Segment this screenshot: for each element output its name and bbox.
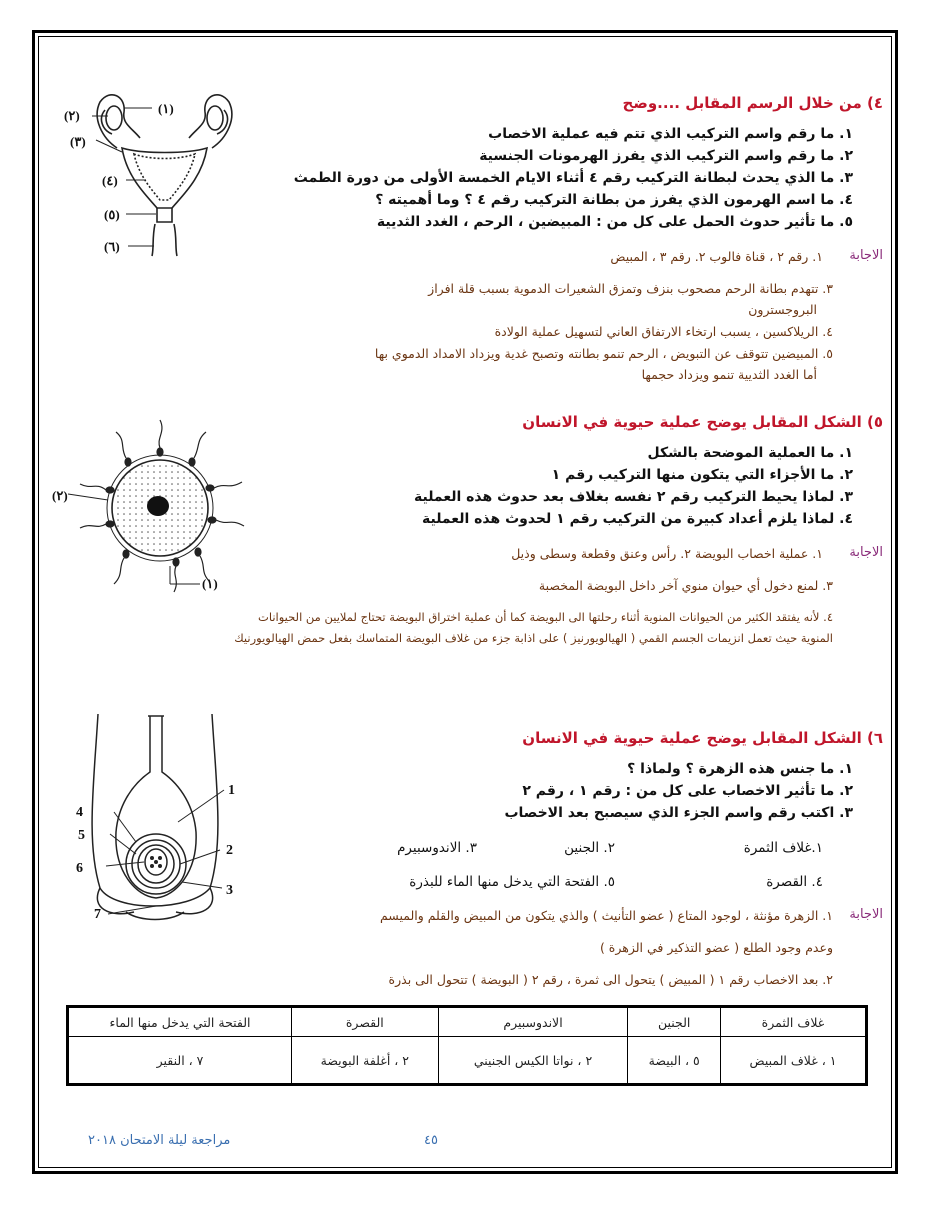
q6-part-2: ٢. الجنين [564, 840, 615, 856]
q4-answer-label: الاجابة [849, 248, 883, 263]
label-5: 5 [78, 828, 85, 843]
q6-answer-label: الاجابة [849, 907, 883, 922]
q6-part-5: ٥. الفتحة التي يدخل منها الماء للبذرة [409, 874, 615, 890]
q4-answer-2: ٣. تتهدم بطانة الرحم مصحوب بنزف وتمزق الشعيرات الدموية بسبب قلة افراز [428, 281, 833, 296]
q5-question-2: ٢. ما الأجزاء التي يتكون منها التركيب رقم ١ [551, 467, 853, 483]
label-7: 7 [94, 907, 101, 922]
q6-question-2: ٢. ما تأثير الاخصاب على كل من : رقم ١ ، رقم ٢ [522, 783, 853, 799]
q4-question-5: ٥. ما تأثير حدوث الحمل على كل من : المبيضين ، الرحم ، الغدد الثديية [376, 214, 853, 230]
q6-part-3: ٣. الاندوسبيرم [397, 840, 477, 856]
q4-question-4: ٤. ما اسم الهرمون الذي يفرز من بطانة التركيب رقم ٤ ؟ وما أهميته ؟ [375, 192, 853, 208]
q6-heading: ٦) الشكل المقابل يوضح عملية حيوية في الانسان [522, 729, 883, 747]
q6-part-4: ٤. القصرة [766, 874, 823, 890]
label-1: (١) [202, 576, 218, 591]
flower-ovary-diagram [70, 712, 250, 930]
q5-heading: ٥) الشكل المقابل يوضح عملية حيوية في الانسان [522, 413, 883, 431]
table-header: الجنين [628, 1007, 721, 1037]
q4-answer-3: ٤. الريلاكسين ، يسبب ارتخاء الارتفاق العاني لتسهيل عملية الولادة [494, 324, 833, 339]
q5-answer-2: ٣. لمنع دخول أي حيوان منوي آخر داخل البويضة المخصبة [538, 578, 833, 593]
table-cell: ٥ ، البيضة [628, 1037, 721, 1085]
table-cell: ٧ ، النقير [68, 1037, 292, 1085]
label-4: 4 [76, 805, 83, 820]
table-row [68, 1037, 867, 1085]
table-header: القصرة [292, 1007, 439, 1037]
label-2: (٢) [52, 488, 68, 503]
q4-heading: ٤) من خلال الرسم المقابل ....وضح [622, 94, 883, 112]
q5-question-1: ١. ما العملية الموضحة بالشكل [647, 445, 853, 461]
q5-answer-1: ١. عملية اخصاب البويضة ٢. رأس وعنق وقطعة وسطى وذيل [511, 546, 823, 561]
q5-question-4: ٤. لماذا يلزم أعداد كبيرة من التركيب رقم ١ لحدوث هذه العملية [422, 511, 853, 527]
page-number: ٤٥ [424, 1133, 438, 1148]
label-2: 2 [226, 843, 233, 858]
label-6: 6 [76, 861, 83, 876]
table-cell: ١ ، غلاف المبيض [721, 1037, 867, 1085]
q6-answer-1b: وعدم وجود الطلع ( عضو التذكير في الزهرة ) [599, 940, 833, 955]
footer-title: مراجعة ليلة الامتحان ٢٠١٨ [88, 1133, 231, 1148]
q6-question-3: ٣. اكتب رقم واسم الجزء الذي سيصبح بعد الاخصاب [504, 805, 853, 821]
q5-answer-3b: المنوية حيث تعمل انزيمات الجسم القمي ( الهيالويورنيز ) على اذابة جزء من غلاف البويضة المتماسك بفعل حمض الهيالويورنيك [234, 631, 833, 645]
table-header: الاندوسبيرم [438, 1007, 628, 1037]
label-2: (٢) [64, 108, 80, 123]
q6-answer-1: ١. الزهرة مؤنثة ، لوجود المتاع ( عضو التأنيث ) والذي يتكون من المبيض والقلم والميسم [379, 908, 833, 923]
q6-question-1: ١. ما جنس هذه الزهرة ؟ ولماذا ؟ [627, 761, 853, 777]
q4-question-2: ٢. ما رقم واسم التركيب الذي يفرز الهرمونات الجنسية [479, 148, 853, 164]
label-1: 1 [228, 783, 235, 798]
q4-answer-1: ١. رقم ٢ ، قناة فالوب ٢. رقم ٣ ، المبيض [610, 249, 823, 264]
label-3: 3 [226, 883, 233, 898]
q4-answer-4: ٥. المبيضين تتوقف عن التبويض ، الرحم تنمو بطانته وتصبح غدية ويزداد الامداد الدموي بها [374, 346, 833, 361]
table-cell: ٢ ، أغلفة البويضة [292, 1037, 439, 1085]
q6-answer-2: ٢. بعد الاخصاب رقم ١ ( المبيض ) يتحول الى ثمرة ، رقم ٢ ( البويضة ) تتحول الى بذرة [388, 972, 833, 987]
label-5: (٥) [104, 207, 120, 222]
label-4: (٤) [102, 173, 118, 188]
table-header: غلاف الثمرة [721, 1007, 867, 1037]
q4-question-1: ١. ما رقم واسم التركيب الذي تتم فيه عملية الاخصاب [488, 126, 853, 142]
q6-part-1: ١.غلاف الثمرة [743, 840, 823, 856]
q4-answer-2b: البروجسترون [748, 302, 817, 317]
q4-answer-4b: أما الغدد الثديية تنمو ويزداد حجمها [641, 367, 817, 382]
q5-answer-label: الاجابة [849, 545, 883, 560]
fertilization-diagram [50, 416, 260, 596]
female-reproductive-diagram [62, 88, 268, 258]
q5-answer-3: ٤. لأنه يفتقد الكثير من الحيوانات المنوية أثناء رحلتها الى البويضة كما أن عملية اختراق البويضة تحتاج لملايين من الحيوانات [258, 610, 833, 624]
table-cell: ٢ ، نواتا الكيس الجنيني [438, 1037, 628, 1085]
label-6: (٦) [104, 239, 120, 254]
q4-question-3: ٣. ما الذي يحدث لبطانة التركيب رقم ٤ أثناء الايام الخمسة الأولى من دورة الطمث [293, 170, 853, 186]
q5-question-3: ٣. لماذا يحيط التركيب رقم ٢ نفسه بغلاف بعد حدوث هذه العملية [414, 489, 853, 505]
answer-table [66, 1005, 868, 1086]
label-1: (١) [158, 101, 174, 116]
table-header: الفتحة التي يدخل منها الماء [68, 1007, 292, 1037]
table-header-row [68, 1007, 867, 1037]
label-3: (٣) [70, 134, 86, 149]
